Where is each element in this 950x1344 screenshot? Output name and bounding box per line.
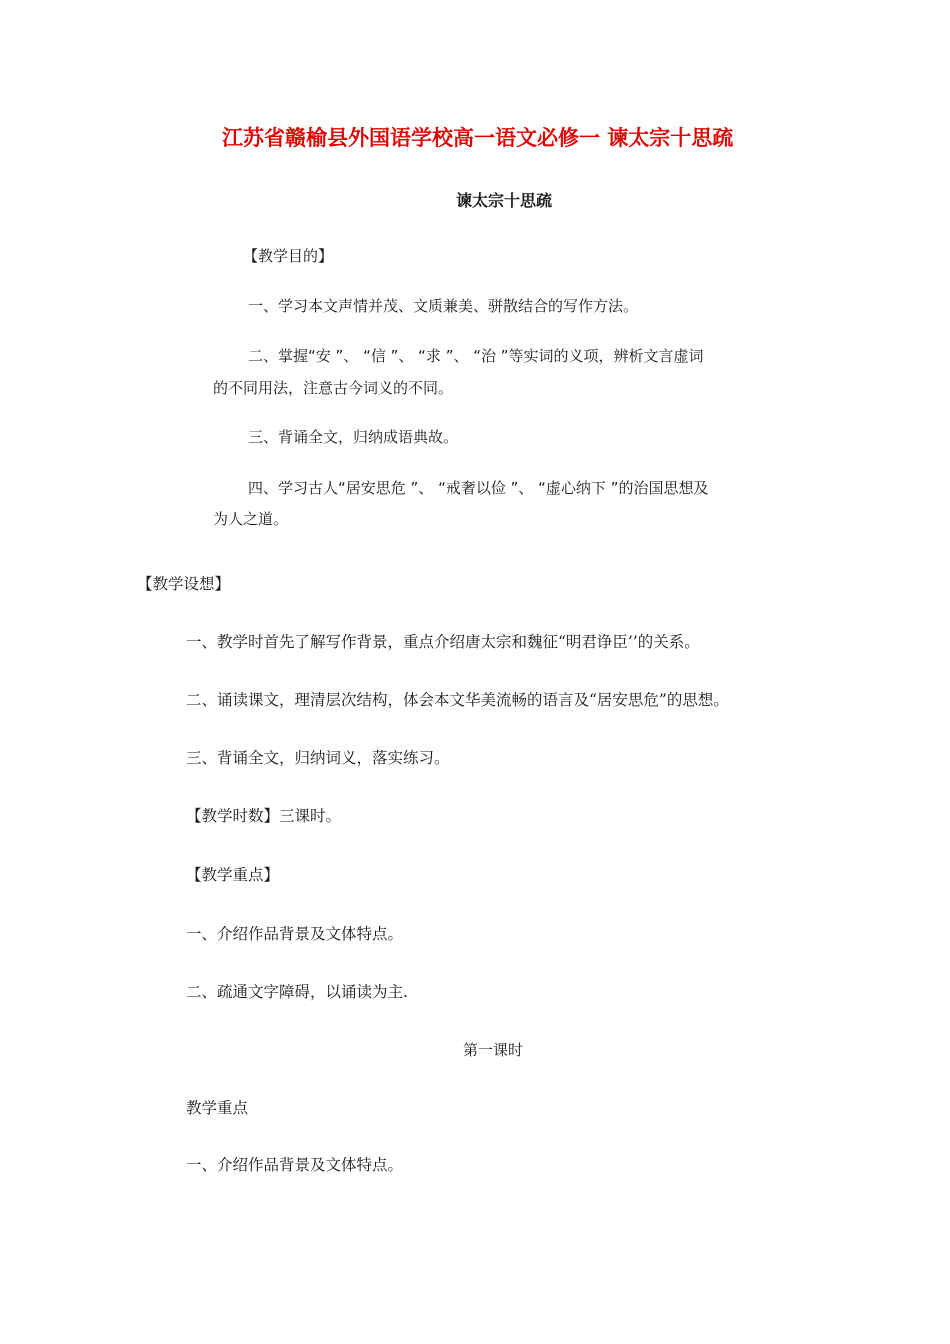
objective-item-continued: 的不同用法，注意古今词义的不同。 <box>213 379 454 397</box>
document-subtitle: 谏太宗十思疏 <box>456 191 553 210</box>
lesson-focus-label: 教学重点 <box>186 1099 249 1117</box>
lesson-heading: 第一课时 <box>463 1041 524 1059</box>
design-heading: 【教学设想】 <box>137 575 231 593</box>
objective-item-continued: 为人之道。 <box>213 510 289 528</box>
design-item: 三、背诵全文，归纳词义，落实练习。 <box>186 749 450 767</box>
objectives-heading: 【教学目的】 <box>243 247 334 265</box>
design-item: 一、教学时首先了解写作背景，重点介绍唐太宗和魏征“明君诤臣’’的关系。 <box>186 633 700 651</box>
teaching-hours: 【教学时数】三课时。 <box>186 807 342 825</box>
focus-heading: 【教学重点】 <box>186 866 280 884</box>
focus-item: 二、疏通文字障碍，以诵读为主. <box>186 983 408 1001</box>
document-title: 江苏省赣榆县外国语学校高一语文必修一 谏太宗十思疏 <box>222 125 734 150</box>
focus-item: 一、介绍作品背景及文体特点。 <box>186 925 404 943</box>
design-item: 二、诵读课文，理清层次结构，体会本文华美流畅的语言及“居安思危”的思想。 <box>186 691 729 709</box>
lesson-focus-item: 一、介绍作品背景及文体特点。 <box>186 1156 404 1174</box>
objective-item: 三、背诵全文，归纳成语典故。 <box>248 428 459 446</box>
objective-item: 四、学习古人“居安思危 ”、 “戒奢以俭 ”、 “虚心纳下 ”的治国思想及 <box>248 479 709 497</box>
objective-item: 一、学习本文声情并茂、文质兼美、骈散结合的写作方法。 <box>248 297 639 315</box>
objective-item: 二、掌握“安 ”、 “信 ”、 “求 ”、 “治 ”等实词的义项，辨析文言虚词 <box>248 347 704 365</box>
